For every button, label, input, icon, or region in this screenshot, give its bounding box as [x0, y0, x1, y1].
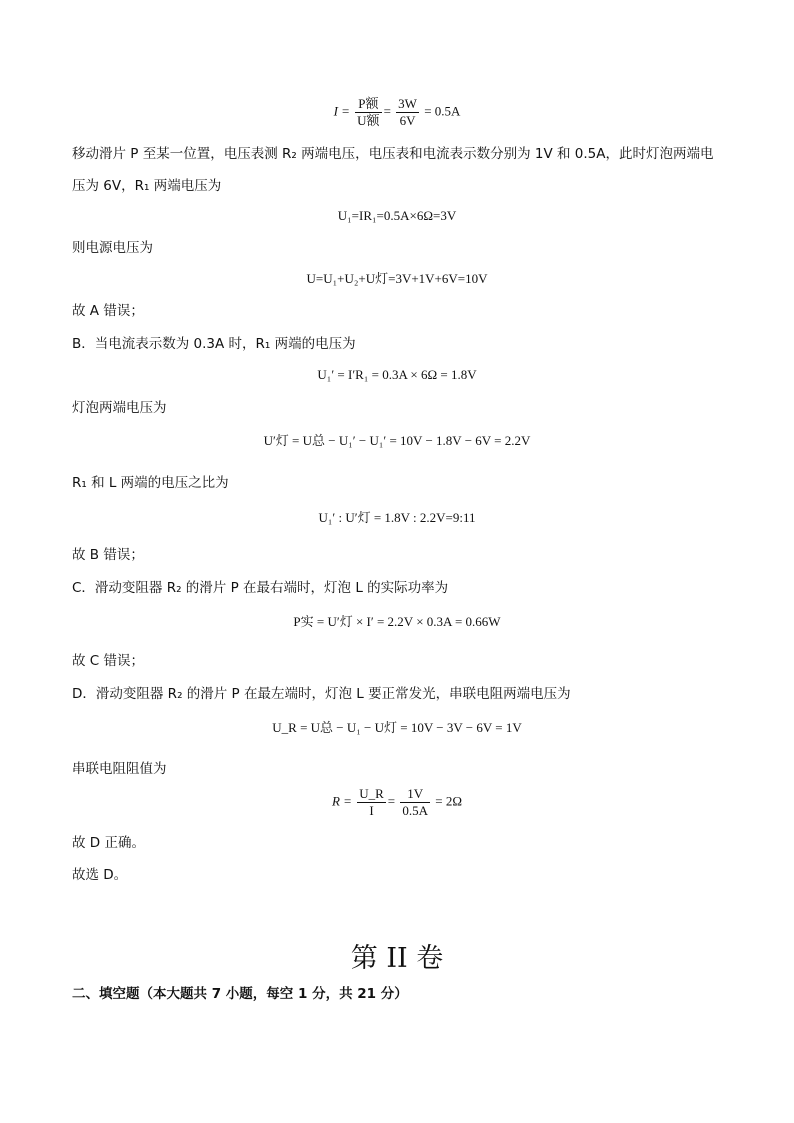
- eq9-num2: 1V: [400, 786, 430, 803]
- equation-source-voltage: U=U₁+U₂+U灯=3V+1V+6V=10V: [306, 271, 488, 286]
- eq1-den1: U额: [357, 113, 380, 128]
- paragraph-10: D．滑动变阻器 R₂ 的滑片 P 在最左端时，灯泡 L 要正常发光，串联电阻两端电压为: [72, 686, 571, 702]
- paragraph-8: C．滑动变阻器 R₂ 的滑片 P 在最右端时，灯泡 L 的实际功率为: [72, 580, 449, 596]
- eq1-rhs: = 0.5A: [424, 103, 461, 119]
- paragraph-5: 灯泡两端电压为: [72, 400, 167, 416]
- equation-resistance: R = $\frac{U\_R}{I}$ = $\frac{1V}{0.5A}$ = 2Ω: [331, 786, 462, 818]
- paragraph-2: 则电源电压为: [72, 240, 153, 256]
- paragraph-1-line-1: 移动滑片 P 至某一位置，电压表测 R₂ 两端电压，电压表和电流表示数分别为 1V 和 0.5A，此时灯泡两端电: [72, 146, 714, 162]
- eq9-num1: U_R: [359, 786, 384, 801]
- eq1-fraction-1: [355, 96, 381, 129]
- equation-current: I = $\frac{\text{P额}}{\text{U额}}$ = $\frac{3W}{6V}$ = 0.5A: [333, 96, 461, 128]
- paragraph-9: 故 C 错误；: [72, 653, 145, 669]
- paragraph-3: 故 A 错误；: [72, 303, 144, 319]
- equation-lamp-voltage: U′灯 = U总 − U₁′ − U₁′ = 10V − 1.8V − 6V = 2.2V: [263, 433, 531, 448]
- equation-ratio: U₁′ : U′灯 = 1.8V : 2.2V=9:11: [318, 510, 476, 525]
- eq9-fraction-1: [357, 786, 386, 819]
- eq1-num1: P额: [355, 96, 381, 113]
- paragraph-4: B．当电流表示数为 0.3A 时，R₁ 两端的电压为: [72, 336, 356, 352]
- paragraph-11: 串联电阻阻值为: [72, 761, 167, 777]
- section-heading: 二、填空题（本大题共 7 小题，每空 1 分，共 21 分）: [72, 986, 408, 1002]
- paragraph-6: R₁ 和 L 两端的电压之比为: [72, 475, 229, 491]
- eq1-den2: 6V: [399, 113, 416, 128]
- eq9-lhs: R =: [331, 793, 352, 809]
- eq9-den2: 0.5A: [402, 803, 428, 818]
- section-title: 第 II 卷: [350, 943, 444, 974]
- equation-u1: U₁=IR₁=0.5A×6Ω=3V: [337, 208, 457, 223]
- eq9-fraction-2: [400, 786, 430, 819]
- eq1-fraction-2: [396, 96, 419, 129]
- eq9-den1: I: [369, 803, 374, 818]
- equation-actual-power: P实 = U′灯 × I′ = 2.2V × 0.3A = 0.66W: [293, 614, 501, 629]
- paragraph-12: 故 D 正确。: [72, 835, 145, 851]
- paragraph-1-line-2: 压为 6V，R₁ 两端电压为: [72, 178, 222, 194]
- eq1-num2: 3W: [398, 96, 417, 111]
- paragraph-13: 故选 D。: [72, 867, 128, 883]
- equation-series-voltage: U_R = U总 − U₁ − U灯 = 10V − 3V − 6V = 1V: [272, 720, 522, 735]
- paragraph-7: 故 B 错误；: [72, 547, 144, 563]
- equation-u1-prime: U₁′ = I′R₁ = 0.3A × 6Ω = 1.8V: [317, 367, 477, 382]
- eq1-lhs: I =: [333, 103, 350, 119]
- eq9-rhs: = 2Ω: [435, 793, 462, 809]
